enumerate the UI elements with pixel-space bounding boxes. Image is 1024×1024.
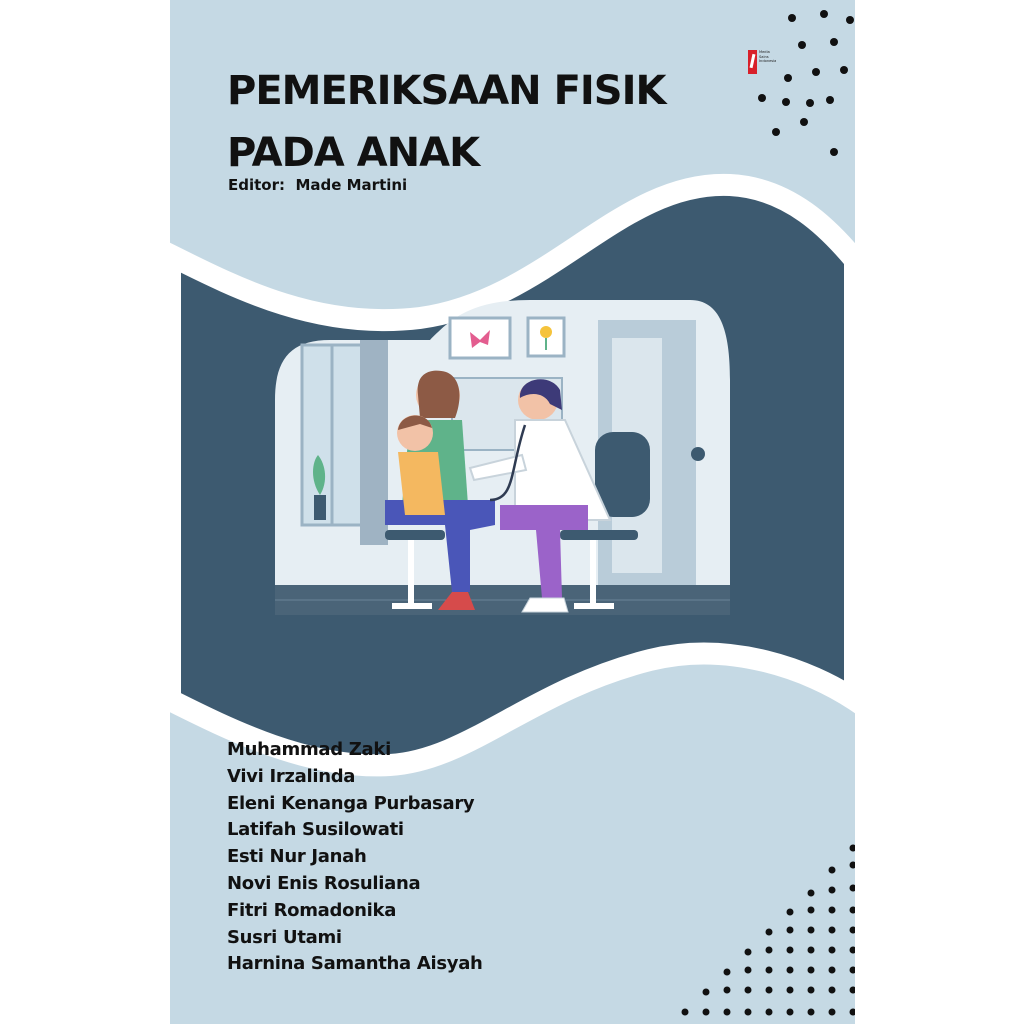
pediatric-exam-illustration — [275, 300, 730, 615]
author-name: Esti Nur Janah — [227, 846, 367, 868]
author-name: Novi Enis Rosuliana — [227, 872, 421, 894]
editor-credit: Editor: Made Martini — [228, 176, 408, 194]
book-cover — [170, 0, 855, 1024]
publisher-logo-icon — [748, 50, 786, 76]
dot-pattern-icon — [758, 10, 854, 156]
author-name: Fitri Romadonika — [227, 899, 397, 921]
author-name: Muhammad Zaki — [227, 739, 391, 760]
publisher-logo-mark — [748, 50, 757, 74]
author-name: Latifah Susilowati — [227, 819, 404, 841]
author-name: Vivi Irzalinda — [227, 765, 356, 787]
publisher-line: Indonesia — [759, 59, 777, 64]
author-list — [227, 737, 483, 978]
author-name: Susri Utami — [227, 926, 342, 948]
author-name: Harnina Samantha Aisyah — [227, 953, 483, 975]
book-title — [227, 60, 665, 184]
publisher-logo-text — [759, 50, 787, 64]
publisher-line: Sains — [759, 54, 769, 59]
title-line: PADA ANAK — [227, 130, 480, 176]
title-line: PEMERIKSAAN FISIK — [227, 68, 666, 114]
author-name: Eleni Kenanga Purbasary — [227, 792, 475, 814]
publisher-line: Media — [759, 50, 770, 54]
dot-pattern-icon — [682, 845, 856, 1016]
